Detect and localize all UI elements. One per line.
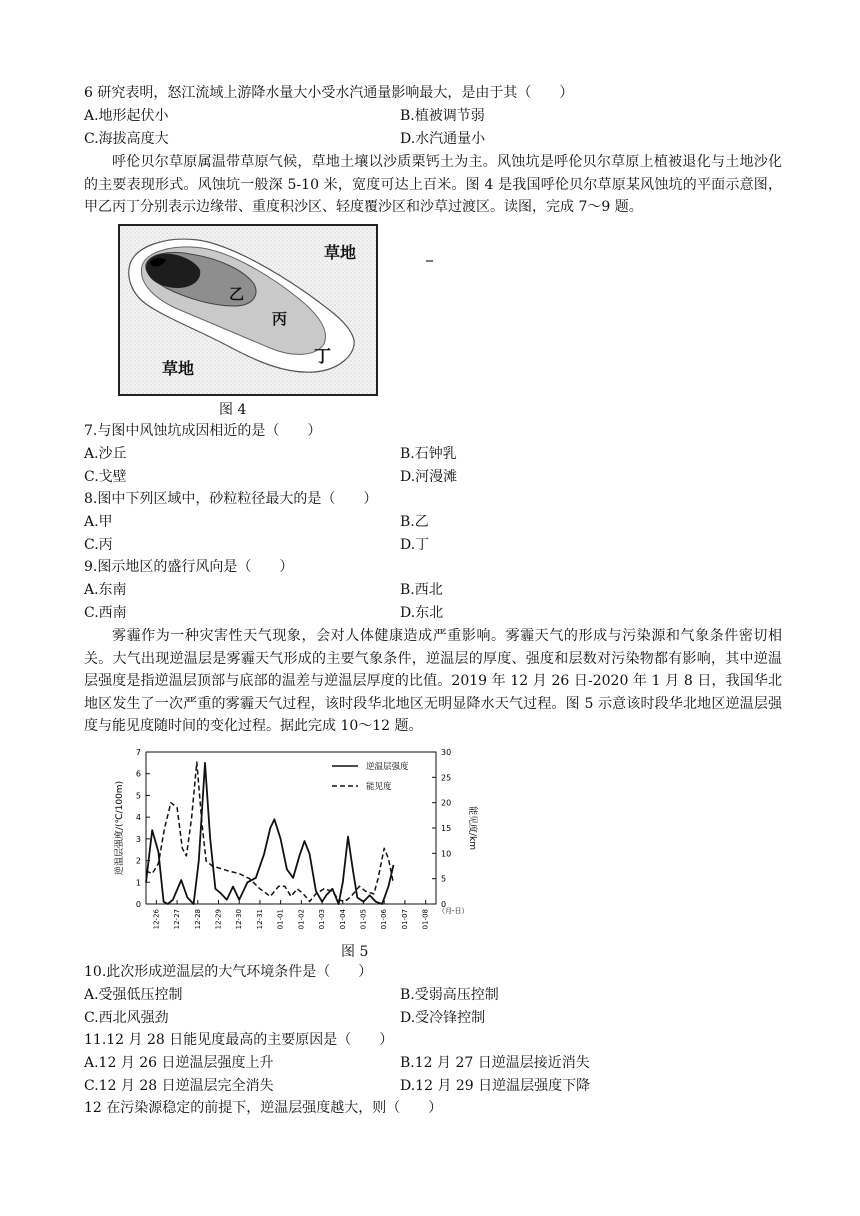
- passage-haze: 雾霾作为一种灾害性天气现象，会对人体健康造成严重影响。雾霾天气的形成与污染源和气象条件密切相关。大气出现逆温层是雾霾天气形成的主要气象条件，逆温层的厚度、强度和层数对污染物都有影响，其中逆温层强度是指逆温层顶部与底部的温差与逆温层厚度的比值。2019 年 12 月 26 日-2020 年 1 月 8 日，我国华北地区发生了一次严重的雾霾天气过程，该时段华北地区无明显降水天气过程。图 5 示意该时段华北地区逆温层强度与能见度随时间的变化过程。据此完成 10～12 题。: [84, 628, 782, 734]
- y-left-tick-label: 7: [135, 748, 141, 757]
- y-right-tick-label: 25: [441, 773, 452, 783]
- q8-stem: 8.图中下列区域中，砂粒粒径最大的是（ ）: [84, 491, 378, 507]
- q6-stem: 6 研究表明，怒江流域上游降水量大小受水汽通量影响最大，是由于其（ ）: [84, 85, 574, 101]
- legend-label: 能见度: [366, 782, 392, 792]
- y-left-tick-label: 6: [135, 769, 141, 779]
- label-grassland-bottom: 草地: [162, 359, 195, 378]
- q10-option-b: B.受弱高压控制: [400, 987, 499, 1003]
- q9-option-c: C.西南: [84, 605, 127, 621]
- q10-option-c: C.西北风强劲: [84, 1010, 169, 1026]
- q9-option-b: B.西北: [400, 582, 443, 598]
- y-left-tick-label: 3: [135, 834, 141, 844]
- label-bing: 丙: [272, 310, 288, 328]
- x-tick-label: 12-26: [152, 909, 161, 930]
- y-right-tick-label: 20: [441, 798, 452, 808]
- y-right-tick-label: 15: [441, 824, 452, 833]
- y-right-tick-label: 0: [441, 900, 447, 909]
- q11-option-d: D.12 月 29 日逆温层强度下降: [400, 1078, 591, 1094]
- q7-option-a: A.沙丘: [84, 446, 127, 462]
- q7-option-b: B.石钟乳: [400, 446, 457, 462]
- q9-option-a: A.东南: [84, 582, 127, 598]
- stray-mark: [426, 260, 433, 262]
- series-line-inversion-strength: [146, 763, 394, 904]
- q9-stem: 9.图示地区的盛行风向是（ ）: [84, 559, 294, 575]
- label-grassland-top: 草地: [324, 243, 357, 262]
- x-axis-unit-label: （月-日）: [438, 907, 469, 915]
- q8-option-d: D.丁: [400, 537, 430, 553]
- figure-4-caption: 图 4: [219, 402, 247, 418]
- q7-option-c: C.戈壁: [84, 469, 127, 485]
- figure-4-wind-erosion-pit-map: [118, 224, 378, 396]
- q12-stem: 12 在污染源稳定的前提下，逆温层强度越大，则（ ）: [84, 1100, 443, 1116]
- y-right-tick-label: 5: [441, 874, 447, 884]
- plot-frame: [146, 752, 436, 904]
- y-right-tick-label: 30: [441, 748, 452, 757]
- x-tick-label: 01-05: [359, 909, 368, 930]
- q8-option-c: C.丙: [84, 537, 113, 553]
- x-tick-label: 01-02: [297, 909, 306, 930]
- q6-option-b: B.植被调节弱: [400, 108, 485, 124]
- passage-grassland: 呼伦贝尔草原属温带草原气候，草地土壤以沙质栗钙土为主。风蚀坑是呼伦贝尔草原上植被退化与土地沙化的主要表现形式。风蚀坑一般深 5-10 米，宽度可达上百米。图 4 是我国呼伦贝尔草原某风蚀坑的平面示意图，甲乙丙丁分别表示边缘带、重度积沙区、轻度覆沙区和沙草过渡区。读图，完成 7～9 题。: [84, 154, 782, 215]
- y-right-tick-label: 10: [441, 849, 452, 859]
- q11-option-a: A.12 月 26 日逆温层强度上升: [84, 1055, 274, 1071]
- q7-stem: 7.与图中风蚀坑成因相近的是（ ）: [84, 423, 322, 439]
- q10-option-d: D.受冷锋控制: [400, 1010, 486, 1026]
- x-tick-label: 12-31: [255, 909, 264, 930]
- q7-option-d: D.河漫滩: [400, 469, 458, 485]
- q11-option-b: B.12 月 27 日逆温层接近消失: [400, 1055, 590, 1071]
- y-left-tick-label: 4: [135, 813, 141, 823]
- q11-option-c: C.12 月 28 日逆温层完全消失: [84, 1078, 274, 1094]
- legend-label: 逆温层强度: [366, 762, 409, 772]
- x-tick-label: 01-01: [276, 909, 285, 930]
- q10-option-a: A.受强低压控制: [84, 987, 183, 1003]
- q11-stem: 11.12 月 28 日能见度最高的主要原因是（ ）: [84, 1032, 394, 1048]
- y-left-axis-label: 逆温层强度/(℃/100m): [115, 780, 125, 876]
- q8-option-a: A.甲: [84, 514, 113, 530]
- q8-option-b: B.乙: [400, 514, 429, 530]
- x-tick-label: 01-06: [380, 909, 389, 930]
- q6-option-d: D.水汽通量小: [400, 131, 486, 147]
- y-left-tick-label: 2: [135, 856, 141, 866]
- y-left-tick-label: 1: [135, 878, 141, 888]
- x-tick-label: 01-07: [400, 909, 409, 930]
- y-left-tick-label: 0: [135, 900, 141, 909]
- q10-stem: 10.此次形成逆温层的大气环境条件是（ ）: [84, 964, 373, 980]
- y-left-tick-label: 5: [135, 791, 141, 801]
- figure-5-inversion-visibility-chart: [100, 740, 700, 940]
- x-tick-label: 01-08: [421, 909, 430, 930]
- x-tick-label: 01-04: [338, 909, 347, 930]
- x-tick-label: 01-03: [318, 909, 327, 930]
- x-tick-label: 12-30: [235, 909, 244, 930]
- q6-option-c: C.海拔高度大: [84, 131, 169, 147]
- label-ding: 丁: [314, 347, 331, 367]
- x-tick-label: 12-29: [214, 909, 223, 930]
- x-tick-label: 12-27: [173, 909, 182, 930]
- q9-option-d: D.东北: [400, 605, 444, 621]
- q6-option-a: A.地形起伏小: [84, 108, 169, 124]
- y-right-axis-label: 能见度/km: [467, 805, 477, 851]
- label-yi: 乙: [229, 285, 245, 303]
- figure-5-caption: 图 5: [341, 944, 369, 960]
- x-tick-label: 12-28: [193, 909, 202, 930]
